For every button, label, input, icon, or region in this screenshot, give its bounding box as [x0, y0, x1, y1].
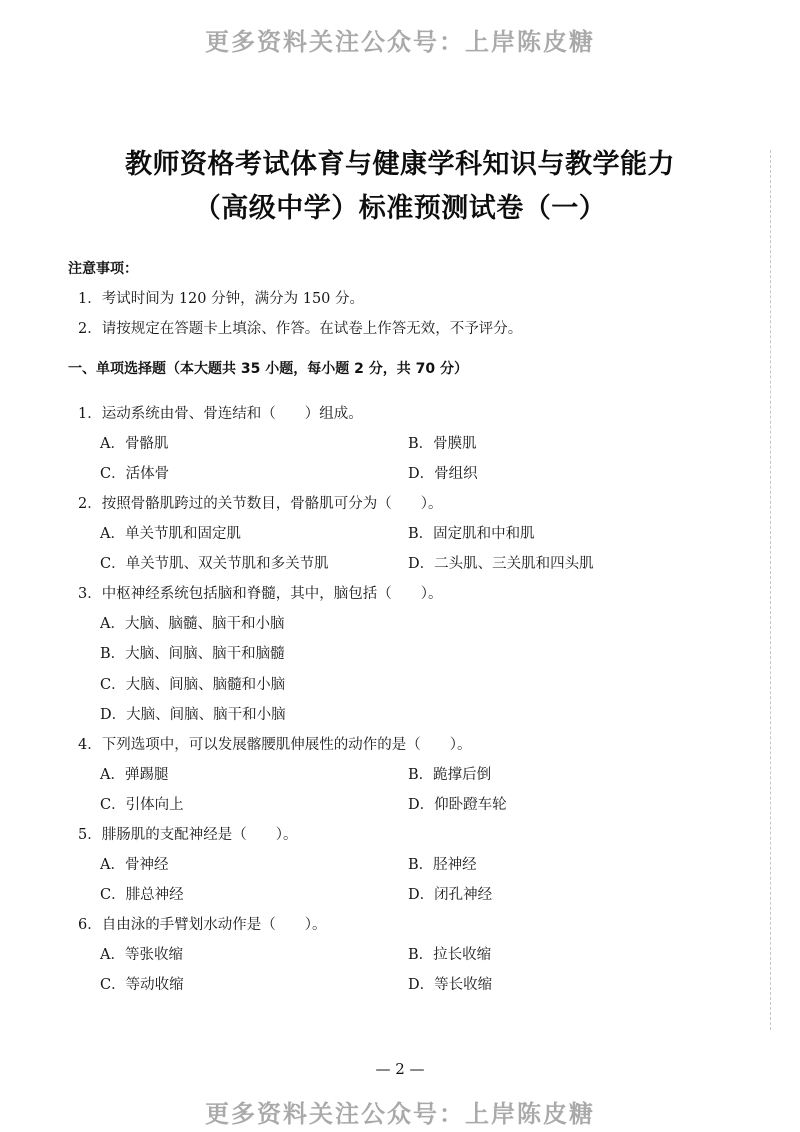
- question-stem: 4．下列选项中，可以发展髂腰肌伸展性的动作的是（ ）。: [78, 737, 472, 753]
- option-b: B．大脑、间脑、脑干和脑髓: [100, 646, 285, 662]
- watermark-top: 更多资料关注公众号：上岸陈皮糖: [205, 28, 595, 56]
- watermark-bottom: 更多资料关注公众号：上岸陈皮糖: [205, 1100, 595, 1128]
- question-stem: 1．运动系统由骨、骨连结和（ ）组成。: [78, 406, 363, 422]
- option-b: B．骨膜肌: [408, 436, 477, 452]
- paper-title-line2: （高级中学）标准预测试卷（一）: [193, 193, 607, 224]
- binding-margin-line: [770, 150, 771, 1030]
- option-c: C．活体骨: [100, 466, 170, 482]
- question-stem: 3．中枢神经系统包括脑和脊髓，其中，脑包括（ ）。: [78, 586, 443, 602]
- option-b: B．胫神经: [408, 857, 477, 873]
- option-b: B．跪撑后倒: [408, 767, 492, 783]
- option-d: D．骨组织: [408, 466, 478, 482]
- option-a: A．大脑、脑髓、脑干和小脑: [100, 616, 285, 632]
- option-b: B．拉长收缩: [408, 947, 492, 963]
- notice-item: 1．考试时间为 120 分钟，满分为 150 分。: [78, 291, 365, 307]
- option-a: A．骨神经: [100, 857, 169, 873]
- option-c: C．大脑、间脑、脑髓和小脑: [100, 677, 286, 693]
- option-d: D．二头肌、三关肌和四头肌: [408, 556, 594, 572]
- option-d: D．大脑、间脑、脑干和小脑: [100, 707, 286, 723]
- option-d: D．仰卧蹬车轮: [408, 797, 507, 813]
- option-d: D．闭孔神经: [408, 887, 493, 903]
- option-a: A．弹踢腿: [100, 767, 169, 783]
- section-heading: 一、单项选择题（本大题共 35 小题，每小题 2 分，共 70 分）: [68, 361, 468, 377]
- question-stem: 2．按照骨骼肌跨过的关节数目，骨骼肌可分为（ ）。: [78, 496, 443, 512]
- question-stem: 6．自由泳的手臂划水动作是（ ）。: [78, 917, 327, 933]
- notice-heading: 注意事项：: [68, 261, 138, 277]
- option-a: A．单关节肌和固定肌: [100, 526, 241, 542]
- option-a: A．等张收缩: [100, 947, 183, 963]
- option-b: B．固定肌和中和肌: [408, 526, 535, 542]
- option-c: C．引体向上: [100, 797, 184, 813]
- option-c: C．腓总神经: [100, 887, 184, 903]
- page-number: — 2 —: [375, 1060, 425, 1078]
- option-a: A．骨骼肌: [100, 436, 169, 452]
- question-stem: 5．腓肠肌的支配神经是（ ）。: [78, 827, 298, 843]
- notice-item: 2．请按规定在答题卡上填涂、作答。在试卷上作答无效，不予评分。: [78, 321, 523, 337]
- option-c: C．单关节肌、双关节肌和多关节肌: [100, 556, 329, 572]
- option-c: C．等动收缩: [100, 977, 184, 993]
- paper-title-line1: 教师资格考试体育与健康学科知识与教学能力: [125, 149, 675, 180]
- option-d: D．等长收缩: [408, 977, 493, 993]
